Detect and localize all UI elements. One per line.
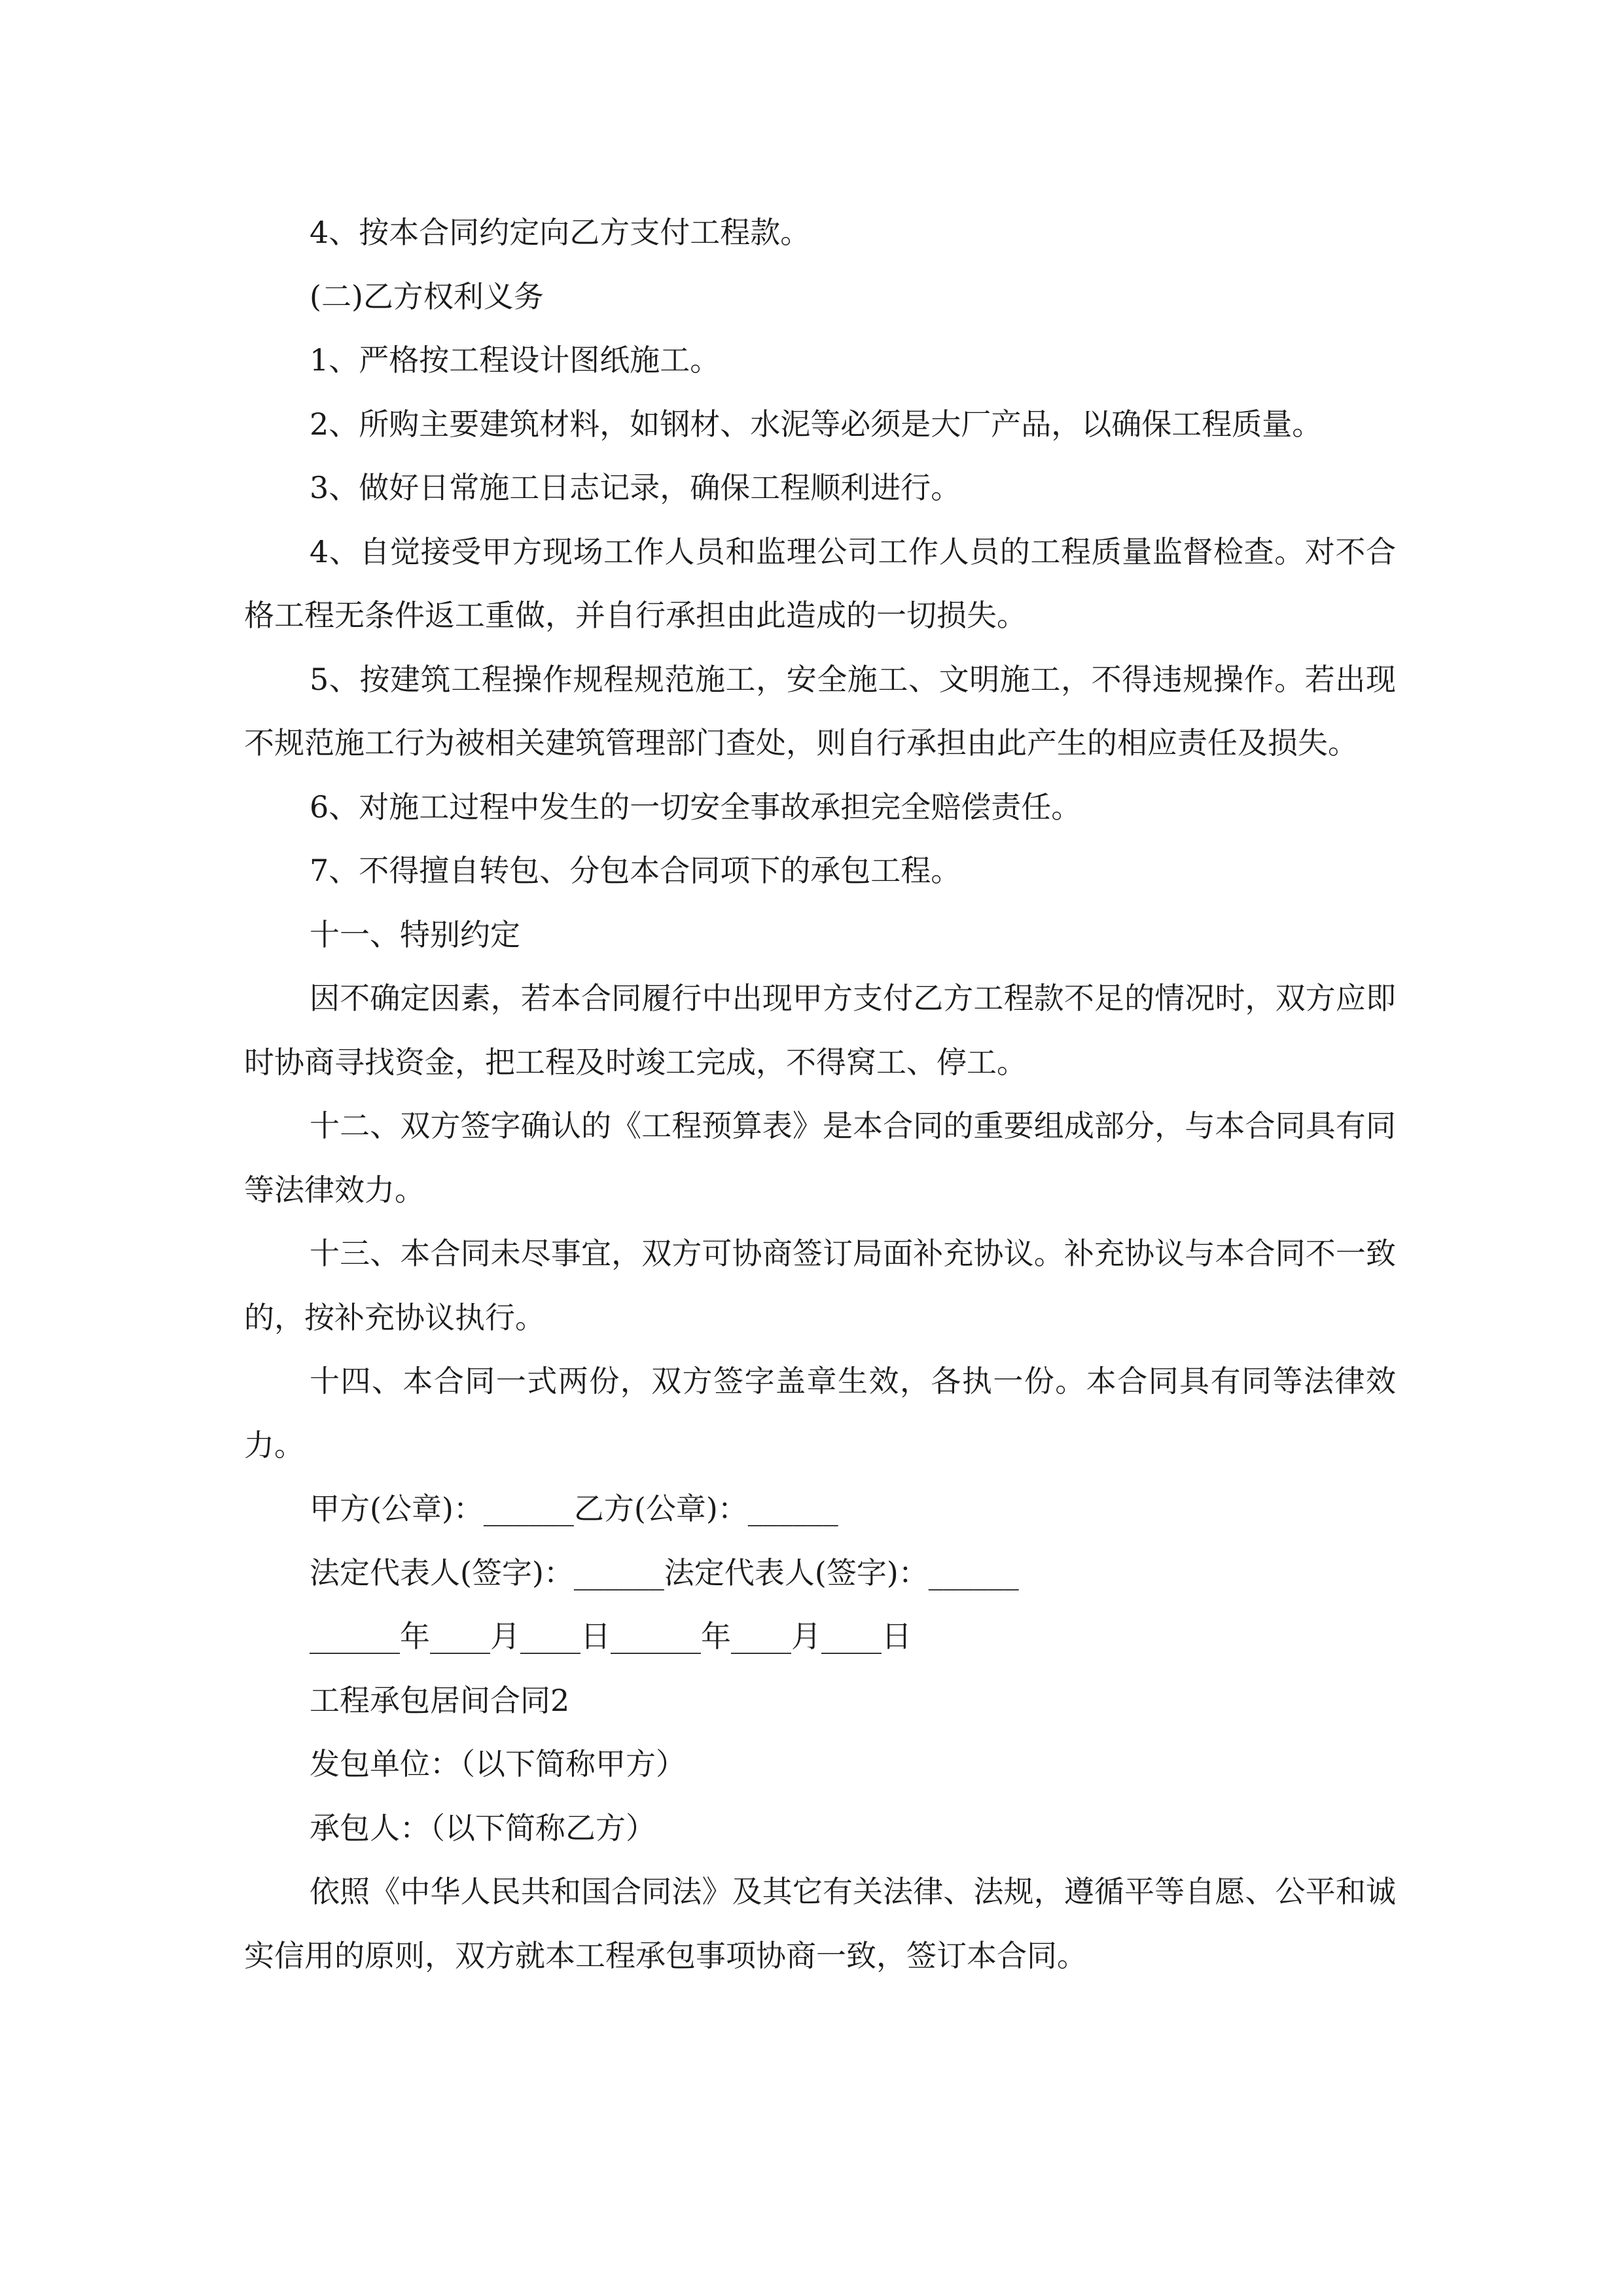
heading-party-b-rights: (二)乙方权利义务: [310, 278, 544, 314]
paragraph-party-b-duty-1: 1、严格按工程设计图纸施工。: [310, 342, 721, 378]
paragraph-party-b-duty-4: 4、自觉接受甲方现场工作人员和监理公司工作人员的工程质量监督检查。对不合格工程无条件返工重做，并自行承担由此造成的一切损失。: [244, 533, 1396, 633]
signature-date-line: ______年____月____日______年____月____日: [310, 1619, 912, 1654]
contract-2-party-b: 承包人：（以下简称乙方）: [310, 1810, 656, 1846]
paragraph-clause-13: 十三、本合同未尽事宜，双方可协商签订局面补充协议。补充协议与本合同不一致的，按补充协议执行。: [244, 1236, 1396, 1335]
document-body: [244, 201, 1396, 1988]
paragraph-party-b-duty-6: 6、对施工过程中发生的一切安全事故承担完全赔偿责任。: [310, 789, 1082, 825]
signature-seal-line: 甲方(公章)：______乙方(公章)：______: [310, 1491, 838, 1526]
paragraph-clause-12: 十二、双方签字确认的《工程预算表》是本合同的重要组成部分，与本合同具有同等法律效力。: [244, 1108, 1396, 1208]
signature-representative-line: 法定代表人(签字)：______法定代表人(签字)：______: [310, 1554, 1019, 1590]
paragraph-special-agreement: 因不确定因素，若本合同履行中出现甲方支付乙方工程款不足的情况时，双方应即时协商寻找资金，把工程及时竣工完成，不得窝工、停工。: [244, 980, 1396, 1080]
paragraph-party-a-duty-4: 4、按本合同约定向乙方支付工程款。: [310, 215, 811, 250]
heading-special-agreement: 十一、特别约定: [310, 916, 520, 952]
contract-2-party-a: 发包单位：（以下简称甲方）: [310, 1746, 686, 1782]
paragraph-clause-14: 十四、本合同一式两份，双方签字盖章生效，各执一份。本合同具有同等法律效力。: [244, 1363, 1396, 1463]
paragraph-party-b-duty-2: 2、所购主要建筑材料，如钢材、水泥等必须是大厂产品，以确保工程质量。: [310, 406, 1323, 442]
contract-2-title: 工程承包居间合同2: [310, 1682, 570, 1718]
paragraph-party-b-duty-7: 7、不得擅自转包、分包本合同项下的承包工程。: [310, 853, 961, 888]
paragraph-party-b-duty-5: 5、按建筑工程操作规程规范施工，安全施工、文明施工，不得违规操作。若出现不规范施工行为被相关建筑管理部门查处，则自行承担由此产生的相应责任及损失。: [244, 661, 1396, 761]
contract-2-preamble: 依照《中华人民共和国合同法》及其它有关法律、法规，遵循平等自愿、公平和诚实信用的原则，双方就本工程承包事项协商一致，签订本合同。: [244, 1874, 1396, 1973]
paragraph-party-b-duty-3: 3、做好日常施工日志记录，确保工程顺利进行。: [310, 470, 961, 505]
